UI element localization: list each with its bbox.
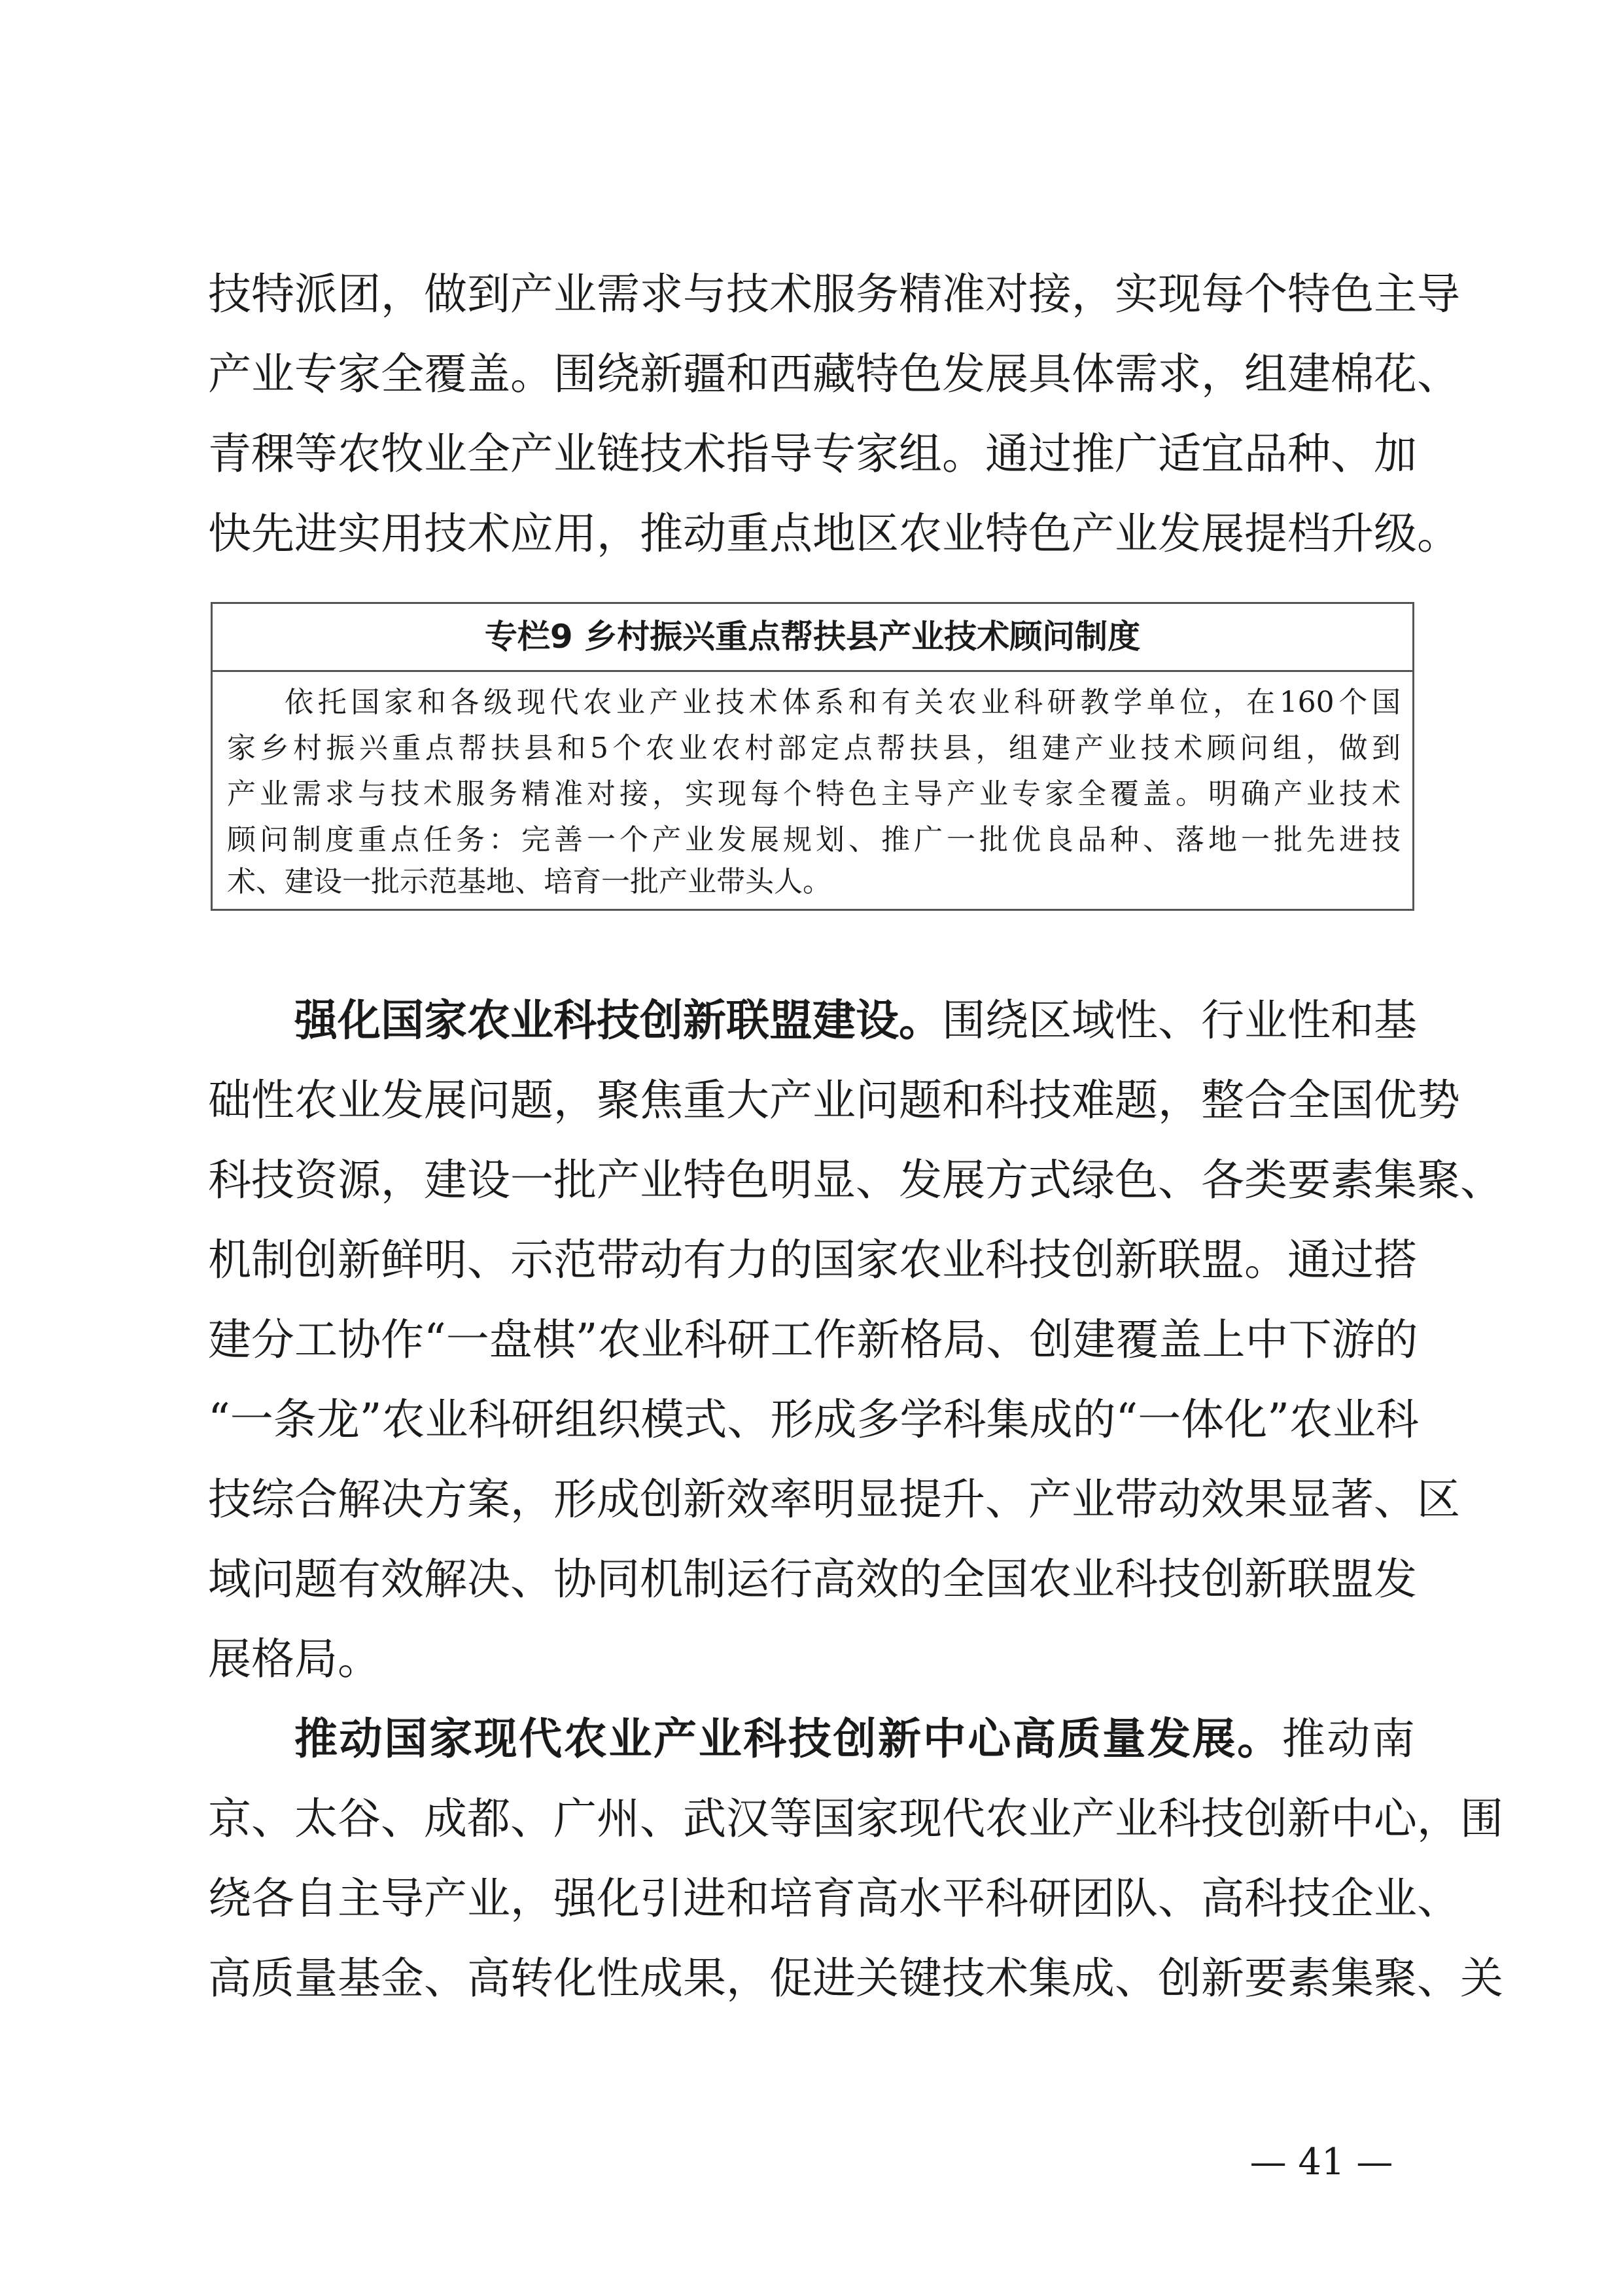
body-text-line: 科技资源，建设一批产业特色明显、发展方式绿色、各类要素集聚、	[208, 1155, 1503, 1205]
column-box	[211, 602, 1414, 911]
body-text-line: 产业专家全覆盖。围绕新疆和西藏特色发展具体需求，组建棉花、	[208, 349, 1460, 399]
body-text-line: 础性农业发展问题，聚焦重大产业问题和科技难题，整合全国优势	[208, 1075, 1460, 1125]
column-box-title: 专栏9 乡村振兴重点帮扶县产业技术顾问制度	[213, 604, 1412, 672]
body-text: 推动南	[1282, 1714, 1415, 1764]
body-text-line: 机制创新鲜明、示范带动有力的国家农业科技创新联盟。通过搭	[208, 1235, 1417, 1285]
body-text-line: 高质量基金、高转化性成果，促进关键技术集成、创新要素集聚、关	[208, 1953, 1503, 2004]
column-box-line: 产业需求与技术服务精准对接，实现每个特色主导产业专家全覆盖。明确产业技术	[227, 777, 1401, 811]
body-text-line: 技综合解决方案，形成创新效率明显提升、产业带动效果显著、区	[208, 1474, 1460, 1525]
section-first-line	[294, 1706, 1415, 1772]
body-text-line: 绕各自主导产业，强化引进和培育高水平科研团队、高科技企业、	[208, 1873, 1460, 1924]
section-first-line	[294, 988, 1415, 1053]
body-text-line: 建分工协作“一盘棋”农业科研工作新格局、创建覆盖上中下游的	[208, 1315, 1418, 1365]
body-text: 围绕区域性、行业性和基	[942, 995, 1417, 1046]
column-box-line: 术、建设一批示范基地、培育一批产业带头人。	[227, 865, 831, 898]
body-text-line: 青稞等农牧业全产业链技术指导专家组。通过推广适宜品种、加	[208, 429, 1417, 479]
section-lead-heading: 推动国家现代农业产业科技创新中心高质量发展。	[294, 1714, 1282, 1764]
column-box-line: 依托国家和各级现代农业产业技术体系和有关农业科研教学单位，在160个国	[285, 686, 1401, 719]
body-text-line: 技特派团，做到产业需求与技术服务精准对接，实现每个特色主导	[208, 269, 1460, 319]
column-box-line: 家乡村振兴重点帮扶县和5个农业农村部定点帮扶县，组建产业技术顾问组，做到	[227, 732, 1401, 765]
section-lead-heading: 强化国家农业科技创新联盟建设。	[294, 995, 942, 1046]
column-box-line: 顾问制度重点任务：完善一个产业发展规划、推广一批优良品种、落地一批先进技	[227, 823, 1401, 857]
body-text-line: 快先进实用技术应用，推动重点地区农业特色产业发展提档升级。	[208, 508, 1460, 559]
body-text-line: 展格局。	[208, 1634, 381, 1684]
page-number: — 41 —	[1249, 2141, 1393, 2183]
body-text-line: “一条龙”农业科研组织模式、形成多学科集成的“一体化”农业科	[208, 1394, 1419, 1445]
body-text-line: 域问题有效解决、协同机制运行高效的全国农业科技创新联盟发	[208, 1554, 1417, 1604]
body-text-line: 京、太谷、成都、广州、武汉等国家现代农业产业科技创新中心，围	[208, 1793, 1503, 1844]
